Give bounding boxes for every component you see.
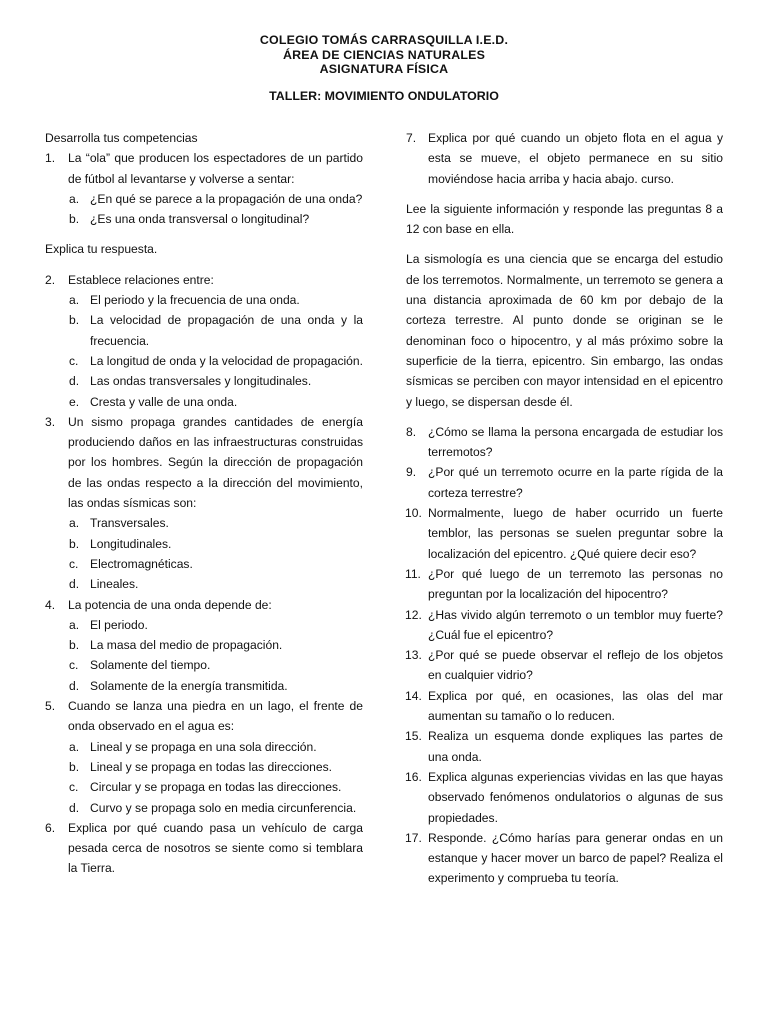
subject-name: ASIGNATURA FÍSICA [319,62,449,76]
question-number: 10. [405,506,422,521]
option-a [45,513,363,533]
option-b [45,635,363,655]
option-b [45,757,363,777]
question-1 [45,148,363,189]
option-c [45,777,363,797]
question-16 [406,767,723,828]
option-letter: a. [69,293,80,308]
option-d [45,371,363,391]
question-3-options [45,513,363,594]
question-14 [406,686,723,727]
option-letter: c. [69,658,79,673]
question-text: Explica por qué cuando un objeto flota en el agua y esta se mueve, el objeto permanece en su sitio moviéndose hacia arriba y hacia abajo. curso. [428,131,723,186]
option-text: ¿Es una onda transversal o longitudinal? [90,212,310,227]
option-text: Las ondas transversales y longitudinales. [90,374,312,389]
option-letter: a. [69,739,80,754]
option-text: Transversales. [90,516,169,531]
question-4 [45,595,363,615]
option-letter: c. [69,780,79,795]
question-number: 9. [406,465,417,480]
reading-passage: La sismología es una ciencia que se encarga del estudio de los terremotos. Normalmente, un terremoto se genera a una distancia aproximada de 60 km por debajo de la corteza terrestre. Al punto donde se originan se le denominan foco o hipocentro, y al más próximo sobre la superficie de la tierra, epicentro. Sin embargo, las ondas sísmicas se perciben con mayor intensidad en el epicentro y luego, se dispersan desde él. [406,252,723,409]
option-letter: d. [69,800,80,815]
question-5 [45,696,363,737]
question-text: Responde. ¿Cómo harías para generar ondas en un estanque y hacer mover un barco de papel? Realiza el experimento y comprueba tu teoría. [428,830,723,886]
option-letter: a. [69,516,80,531]
reading-instruction: Lee la siguiente información y responde las preguntas 8 a 12 con base en ella. [406,201,723,237]
question-5-options [45,737,363,818]
question-text: Normalmente, luego de haber ocurrido un fuerte temblor, las personas se suelen preguntar sobre la localización del epicentro. ¿Qué quiere decir eso? [428,506,723,561]
option-b [45,310,363,351]
question-text: ¿Por qué se puede observar el reflejo de los objetos en cualquier vidrio? [428,648,723,683]
question-number: 5. [45,699,56,714]
question-4-options [45,615,363,696]
area-name: ÁREA DE CIENCIAS NATURALES [282,47,486,62]
question-3 [45,412,363,513]
question-number: 6. [45,820,56,835]
question-text: Explica por qué, en ocasiones, las olas del mar aumentan su tamaño o lo reducen. [428,688,723,724]
option-text: Longitudinales. [90,536,172,551]
question-number: 11. [405,566,421,581]
explain-note: Explica tu respuesta. [45,242,158,257]
question-9 [406,462,723,503]
option-letter: b. [69,638,80,653]
option-letter: e. [69,394,80,409]
option-letter: c. [69,556,79,571]
question-text: ¿Por qué luego de un terremoto las personas no preguntan por la localización del hipocentro? [428,566,723,602]
option-c [45,655,363,675]
left-column [45,128,363,879]
section-intro: Desarrolla tus competencias [45,131,198,145]
option-d [45,676,363,696]
option-text: Solamente de la energía transmitida. [90,678,288,693]
question-1-options [45,189,363,230]
workshop-title: TALLER: MOVIMIENTO ONDULATORIO [269,88,499,103]
question-2-options [45,290,363,412]
option-text: Cresta y valle de una onda. [90,394,238,409]
option-letter: b. [69,759,80,774]
option-letter: b. [69,212,80,227]
option-a [45,615,363,635]
question-number: 16. [405,769,422,784]
question-number: 2. [45,272,56,287]
option-text: El periodo y la frecuencia de una onda. [90,293,300,308]
option-text: Curvo y se propaga solo en media circunferencia. [90,800,357,815]
question-text: Establece relaciones entre: [68,272,214,287]
questions-8-17 [406,422,723,889]
document-header [0,33,768,103]
option-letter: b. [69,313,80,328]
option-text: Solamente del tiempo. [90,658,211,673]
option-letter: a. [69,617,80,632]
option-letter: d. [69,374,80,389]
right-column [406,128,723,889]
option-a [45,189,363,209]
option-text: El periodo. [90,617,148,632]
option-letter: b. [69,536,80,551]
option-letter: c. [69,353,79,368]
option-d [45,574,363,594]
question-number: 12. [405,607,422,622]
question-number: 8. [406,424,417,439]
option-c [45,554,363,574]
question-text: ¿Has vivido algún terremoto o un temblor muy fuerte? ¿Cuál fue el epicentro? [428,607,723,642]
question-text: La potencia de una onda depende de: [68,597,272,612]
option-e [45,392,363,412]
question-text: Explica por qué cuando pasa un vehículo de carga pesada cerca de nosotros se siente como si temblara la Tierra. [68,820,363,876]
question-text: Cuando se lanza una piedra en un lago, el frente de onda observado en el agua es: [68,699,363,734]
question-12 [406,605,723,646]
question-17 [406,828,723,889]
question-number: 7. [406,131,417,145]
question-7 [406,128,723,189]
option-text: Lineal y se propaga en todas las direcciones. [90,759,333,774]
question-number: 4. [45,597,56,612]
question-number: 14. [405,688,422,703]
question-number: 13. [405,648,422,663]
option-c [45,351,363,371]
option-letter: a. [69,191,80,206]
question-text: Explica algunas experiencias vividas en las que hayas observado fenómenos ondulatorios o algunas de sus propiedades. [428,769,723,825]
question-8 [406,422,723,463]
question-10 [406,503,723,564]
question-13 [406,645,723,686]
question-text: ¿Cómo se llama la persona encargada de estudiar los terremotos? [428,424,723,460]
question-text: La “ola” que producen los espectadores de un partido de fútbol al levantarse y volverse a sentar: [68,151,363,186]
option-a [45,290,363,310]
option-b [45,534,363,554]
option-text: Circular y se propaga en todas las direcciones. [90,780,342,795]
option-text: Lineales. [90,577,139,592]
question-number: 3. [45,414,56,429]
question-number: 15. [405,729,422,744]
question-text: Realiza un esquema donde expliques las partes de una onda. [428,729,723,764]
question-number: 17. [405,830,422,845]
option-d [45,798,363,818]
question-number: 1. [45,151,56,166]
option-b [45,209,363,229]
question-15 [406,726,723,767]
question-11 [406,564,723,605]
option-text: La masa del medio de propagación. [90,638,283,653]
question-text: Un sismo propaga grandes cantidades de energía produciendo daños en las infraestructuras construidas por los hombres. Según la dirección de propagación de las ondas respecto a la dirección del movimiento, las ondas sísmicas son: [68,414,363,511]
question-6 [45,818,363,879]
option-text: La velocidad de propagación de una onda y la frecuencia. [90,313,363,348]
option-letter: d. [69,577,80,592]
option-text: La longitud de onda y la velocidad de propagación. [90,353,363,368]
option-a [45,737,363,757]
option-text: ¿En qué se parece a la propagación de una onda? [90,191,363,206]
question-2 [45,270,363,290]
option-text: Lineal y se propaga en una sola dirección. [90,739,317,754]
question-text: ¿Por qué un terremoto ocurre en la parte rígida de la corteza terrestre? [428,465,723,500]
option-letter: d. [69,678,80,693]
school-name: COLEGIO TOMÁS CARRASQUILLA I.E.D. [259,33,509,47]
option-text: Electromagnéticas. [90,556,193,571]
